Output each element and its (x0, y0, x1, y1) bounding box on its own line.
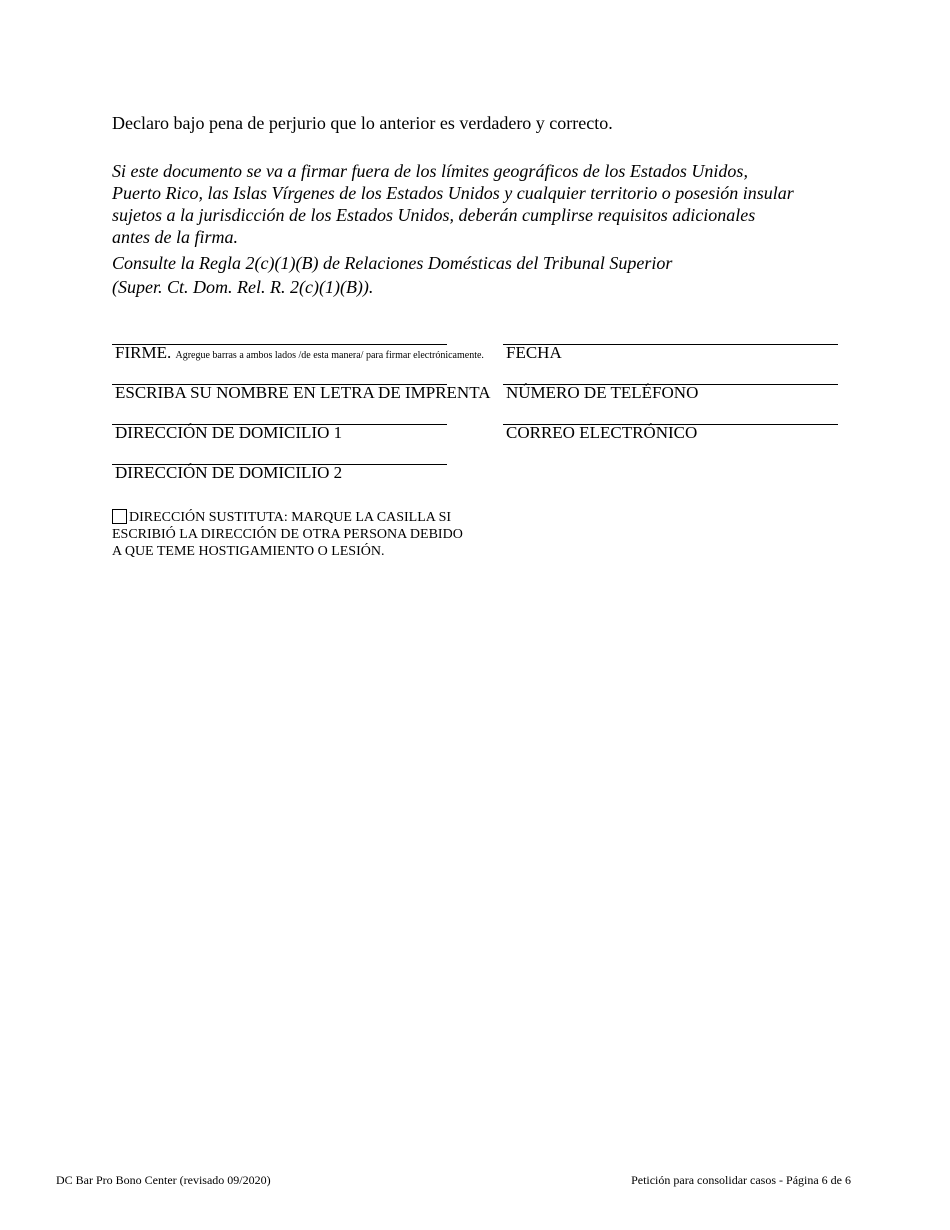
substitute-address-line: ESCRIBIÓ LA DIRECCIÓN DE OTRA PERSONA DEBIDO (112, 527, 463, 542)
declaration-text: Declaro bajo pena de perjurio que lo anterior es verdadero y correcto. (112, 113, 613, 133)
footer-left: DC Bar Pro Bono Center (revisado 09/2020) (56, 1173, 271, 1187)
email-label: CORREO ELECTRÓNICO (506, 423, 698, 442)
substitute-address-line: DIRECCIÓN SUSTITUTA: MARQUE LA CASILLA SI (129, 510, 452, 525)
substitute-address-text (112, 509, 463, 560)
address2-label: DIRECCIÓN DE DOMICILIO 2 (115, 463, 343, 482)
substitute-address-checkbox[interactable] (112, 509, 127, 524)
signing-location-notice (112, 160, 794, 248)
notice-line: antes de la firma. (112, 227, 238, 247)
notice-line: sujetos a la jurisdicción de los Estados Unidos, deberán cumplirse requisitos adicionales (112, 205, 756, 225)
signature-label (115, 343, 484, 366)
phone-label: NÚMERO DE TELÉFONO (506, 383, 699, 402)
footer-right: Petición para consolidar casos - Página 6 de 6 (631, 1173, 851, 1187)
date-label: FECHA (506, 343, 562, 362)
notice-line: Si este documento se va a firmar fuera de los límites geográficos de los Estados Unidos, (112, 161, 748, 181)
signature-label-text: FIRME. (115, 343, 172, 362)
printed-name-label: ESCRIBA SU NOMBRE EN LETRA DE IMPRENTA (115, 383, 491, 402)
address1-label: DIRECCIÓN DE DOMICILIO 1 (115, 423, 343, 442)
substitute-address-line: A QUE TEME HOSTIGAMIENTO O LESIÓN. (112, 544, 385, 559)
rule-reference (112, 251, 672, 299)
notice-line: Puerto Rico, las Islas Vírgenes de los Estados Unidos y cualquier territorio o posesión insular (112, 183, 794, 203)
signature-note: Agregue barras a ambos lados /de esta manera/ para firmar electrónicamente. (175, 350, 484, 361)
rule-line: Consulte la Regla 2(c)(1)(B) de Relaciones Domésticas del Tribunal Superior (112, 253, 673, 273)
rule-line: (Super. Ct. Dom. Rel. R. 2(c)(1)(B)). (112, 277, 374, 297)
